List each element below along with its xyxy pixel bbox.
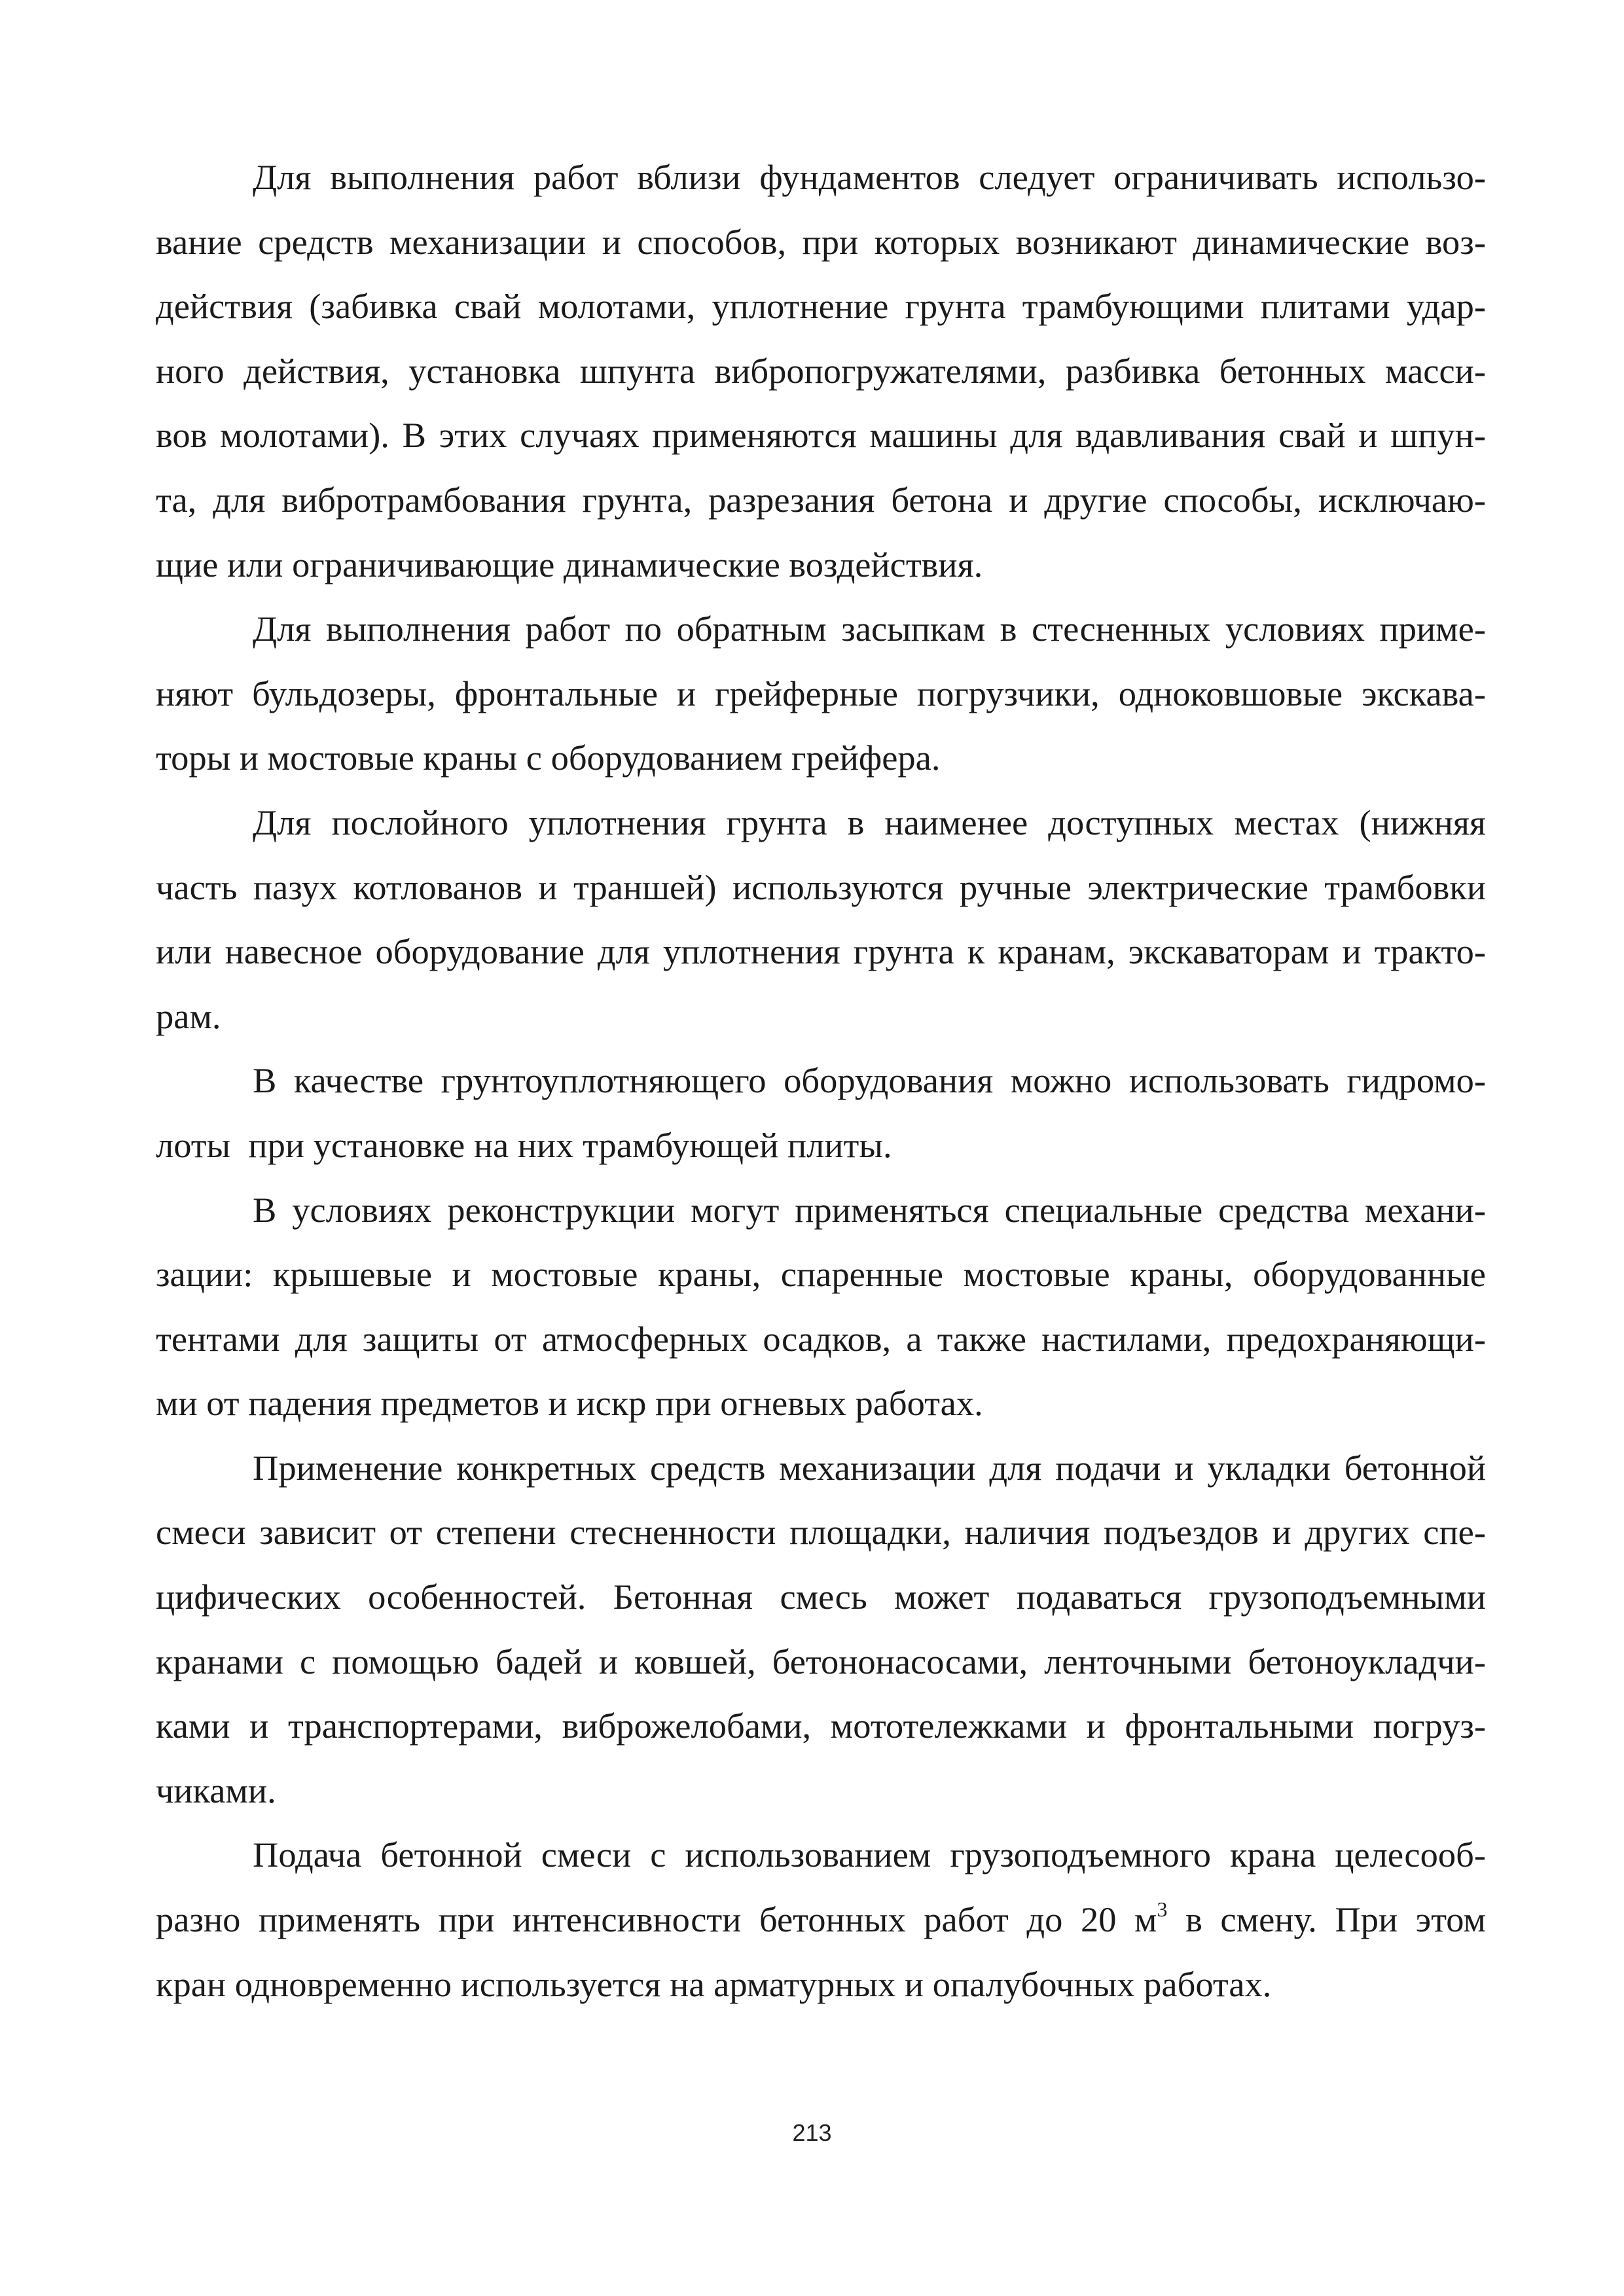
text-line: часть пазух котлованов и траншей) используются ручные электрические трамбовки (156, 867, 1486, 907)
text-line: няют бульдозеры, фронтальные и грейферные погрузчики, одноковшовые экскава- (156, 673, 1486, 713)
text-line: лоты при установке на них трамбующей плиты. (156, 1124, 892, 1165)
text-line: рам. (156, 996, 221, 1036)
text-line: торы и мостовые краны с оборудованием грейфера. (156, 738, 941, 778)
text-line: кранами с помощью бадей и ковшей, бетононасосами, ленточными бетоноукладчи- (156, 1641, 1486, 1681)
text-line: щие или ограничивающие динамические воздействия. (156, 544, 983, 584)
text-line: Для выполнения работ по обратным засыпкам в стесненных условиях приме- (253, 609, 1486, 649)
text-line: вов молотами). В этих случаях применяются машины для вдавливания свай и шпун- (156, 415, 1486, 456)
text-fragment: разно применять при интенсивности бетонных работ до 20 м (156, 1899, 1157, 1940)
text-line: ного действия, установка шпунта вибропогружателями, разбивка бетонных масси- (156, 350, 1486, 391)
text-line: та, для вибротрамбования грунта, разрезания бетона и другие способы, исключаю- (156, 479, 1486, 520)
paragraph-2 (156, 597, 1486, 791)
body-text (156, 145, 1486, 2017)
text-line: или навесное оборудование для уплотнения грунта к кранам, экскаваторам и тракто- (156, 931, 1486, 972)
paragraph-3 (156, 791, 1486, 1049)
paragraph-4 (156, 1049, 1486, 1177)
text-line: цифических особенностей. Бетонная смесь может подаваться грузоподъемными (156, 1577, 1486, 1617)
paragraph-7 (156, 1823, 1486, 2017)
text-line: ми от падения предметов и искр при огневых работах. (156, 1383, 983, 1424)
paragraph-1 (156, 145, 1486, 597)
text-line-with-superscript (156, 1888, 1486, 1952)
paragraph-5 (156, 1178, 1486, 1436)
text-line: действия (забивка свай молотами, уплотнение грунта трамбующими плитами удар- (156, 286, 1486, 327)
text-line: смеси зависит от степени стесненности площадки, наличия подъездов и других спе- (156, 1512, 1486, 1552)
text-line: зации: крышевые и мостовые краны, спаренные мостовые краны, оборудованные (156, 1254, 1486, 1295)
paragraph-6 (156, 1436, 1486, 1823)
page-number: 213 (792, 2119, 832, 2146)
text-line: Применение конкретных средств механизации для подачи и укладки бетонной (253, 1447, 1486, 1488)
text-line: Подача бетонной смеси с использованием грузоподъемного крана целесооб- (253, 1835, 1486, 1875)
superscript-exponent: 3 (1157, 1897, 1168, 1921)
text-line: Для выполнения работ вблизи фундаментов следует ограничивать использо- (253, 157, 1486, 197)
text-line: ками и транспортерами, виброжелобами, мототележками и фронтальными погруз- (156, 1706, 1486, 1746)
text-line: Для послойного уплотнения грунта в наименее доступных местах (нижняя (253, 802, 1486, 842)
text-line: В качестве грунтоуплотняющего оборудования можно использовать гидромо- (253, 1060, 1486, 1101)
text-fragment: в смену. При этом (1167, 1899, 1486, 1940)
text-line: тентами для защиты от атмосферных осадков, а также настилами, предохраняющи- (156, 1318, 1486, 1359)
text-line: вание средств механизации и способов, при которых возникают динамические воз- (156, 221, 1486, 262)
text-line: кран одновременно используется на арматурных и опалубочных работах. (156, 1964, 1272, 2004)
text-line: В условиях реконструкции могут применяться специальные средства механи- (253, 1189, 1486, 1230)
text-line: чиками. (156, 1770, 276, 1810)
